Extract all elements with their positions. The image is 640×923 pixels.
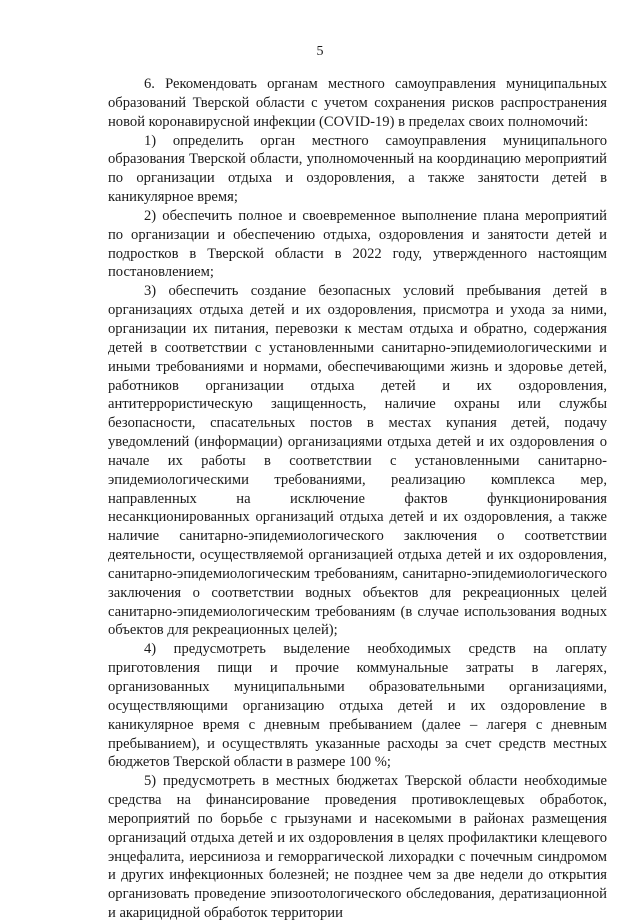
paragraph-item-4: 4) предусмотреть выделение необходимых средств на оплату приготовления пищи и прочие коммунальные затраты в лагерях, организованных муниципальными образовательными организациями, осуществляющими организацию отдыха детей и их оздоровление в каникулярное время с дневным пребыванием (далее – лагеря с дневным пребыванием), и осуществлять указанные расходы за счет средств местных бюджетов Тверской области в размере 100 %; (108, 641, 607, 771)
paragraph-item-1: 1) определить орган местного самоуправления муниципального образования Тверской области, уполномоченный на координацию мероприятий по организации отдыха и оздоровления, а также занятости детей в каникулярное время; (108, 132, 607, 206)
paragraph-item-2: 2) обеспечить полное и своевременное выполнение плана мероприятий по организации и обеспечению отдыха, оздоровления и занятости детей и подростков в Тверской области в 2022 году, утвержденного настоящим постановлением; (108, 207, 607, 281)
page-number: 5 (316, 44, 324, 59)
document-body (108, 75, 607, 923)
paragraph-item-5: 5) предусмотреть в местных бюджетах Тверской области необходимые средства на финансирование проведения противоклещевых обработок, мероприятий по борьбе с грызунами и насекомыми в районах размещения организаций отдыха детей и их оздоровления в целях профилактики клещевого энцефалита, иерсиниоза и геморрагической лихорадки с почечным синдромом и других инфекционных болезней; не позднее чем за две недели до открытия организовать проведение эпизоотологического обследования, дератизационной и акарицидной обработок территории (108, 773, 607, 922)
paragraph-item-3: 3) обеспечить создание безопасных условий пребывания детей в организациях отдыха детей и их оздоровления, присмотра и ухода за ними, организации их питания, перевозки к местам отдыха и обратно, содержания детей в соответствии с установленными санитарно-эпидемиологическими и иными требованиями и нормами, обеспечивающими жизнь и здоровье детей, работников организации отдыха детей и их оздоровления, антитеррористическую защищенность, наличие охраны или службы безопасности, спасательных постов в местах купания детей, подачу уведомлений (информации) организациями отдыха детей и их оздоровления о начале их работы в соответствии с установленными санитарно-эпидемиологическими требованиями, реализацию комплекса мер, направленных на исключение фактов функционирования несанкционированных организаций отдыха детей и их оздоровления, а также наличие санитарно-эпидемиологического заключения о соответствии деятельности, осуществляемой организацией отдыха детей и их оздоровления, санитарно-эпидемиологическим требованиям, санитарно-эпидемиологического заключения о соответствии водных объектов для рекреационных целей санитарно-эпидемиологическим требованиям (в случае использования водных объектов для рекреационных целей); (108, 283, 607, 639)
paragraph-6-recommendation: 6. Рекомендовать органам местного самоуправления муниципальных образований Тверской области с учетом сохранения рисков распространения новой коронавирусной инфекции (COVID-19) в пределах своих полномочий: (108, 76, 607, 130)
